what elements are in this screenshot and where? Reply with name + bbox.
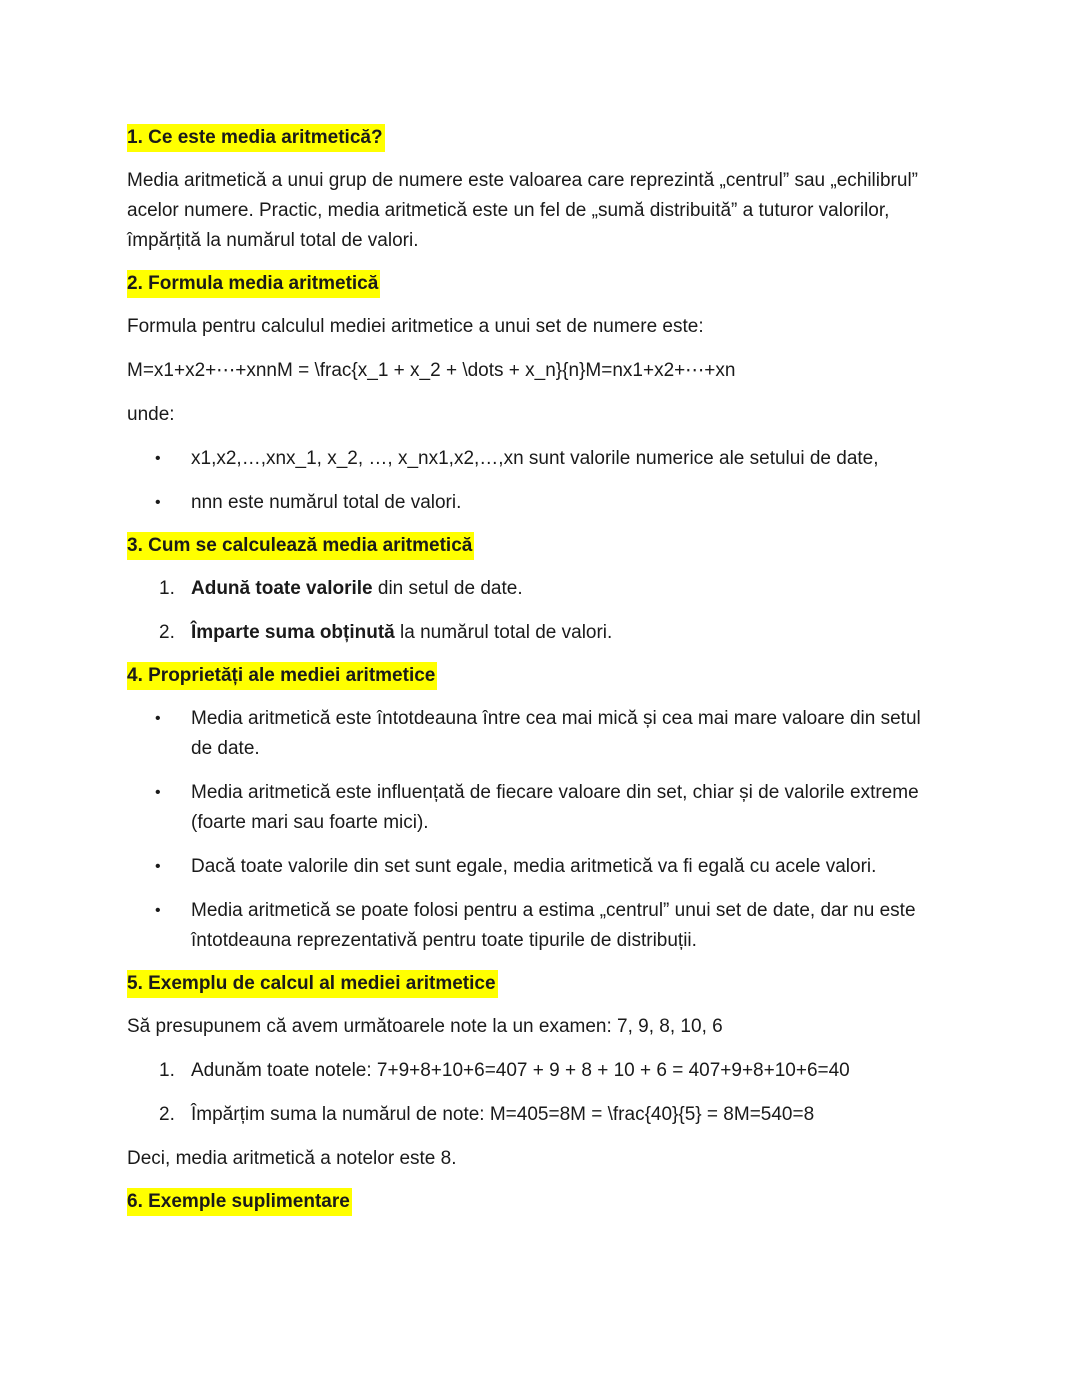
list-item-text: nnn este numărul total de valori. [191, 492, 462, 513]
section-1-heading: 1. Ce este media aritmetică? [127, 124, 385, 152]
bullet-icon: • [155, 858, 161, 875]
bullet-icon: • [155, 450, 161, 467]
section-1 [127, 124, 947, 152]
section-5-intro: Să presupunem că avem următoarele note la un examen: 7, 9, 8, 10, 6 [127, 1016, 723, 1037]
list-item [127, 1056, 947, 1086]
list-number: 1. [159, 578, 175, 599]
section-3 [127, 532, 947, 560]
list-item [127, 444, 947, 474]
calculation-steps-list [127, 574, 947, 648]
section-4-heading: 4. Proprietăți ale mediei aritmetice [127, 662, 437, 690]
step-text: Împărțim suma la numărul de note: M=405=8M = \frac{40}{5} = 8M=540=8 [191, 1104, 815, 1125]
step-bold-text: Împarte suma obținută [191, 622, 395, 643]
list-item [127, 852, 947, 882]
step-text: la numărul total de valori. [394, 622, 613, 643]
formula-definitions-list [127, 444, 947, 518]
where-label: unde: [127, 404, 175, 425]
section-1-text: Media aritmetică a unui grup de numere este valoarea care reprezintă „centrul” sau „echilibrul” acelor numere. Practic, media aritmetică este un fel de „sumă distribuită” a tuturor valorilor, împărțită la numărul total de valori. [127, 170, 918, 251]
bullet-icon: • [155, 494, 161, 511]
list-item-text: Dacă toate valorile din set sunt egale, media aritmetică va fi egală cu acele valori. [191, 856, 877, 877]
section-5-heading: 5. Exemplu de calcul al mediei aritmetice [127, 970, 498, 998]
list-item-text: Media aritmetică este influențată de fiecare valoare din set, chiar și de valorile extreme (foarte mari sau foarte mici). [191, 782, 919, 833]
document-page [127, 124, 947, 1230]
list-item [127, 1100, 947, 1130]
section-2 [127, 270, 947, 298]
list-number: 2. [159, 622, 175, 643]
section-3-heading: 3. Cum se calculează media aritmetică [127, 532, 474, 560]
example-steps-list [127, 1056, 947, 1130]
list-item-text: Media aritmetică este întotdeauna între cea mai mică și cea mai mare valoare din setul de date. [191, 708, 921, 759]
list-number: 2. [159, 1104, 175, 1125]
formula-text: M=x1+x2+⋯+xnnM = \frac{x_1 + x_2 + \dots + x_n}{n}M=nx1+x2+⋯+xn [127, 360, 736, 381]
list-number: 1. [159, 1060, 175, 1081]
bullet-icon: • [155, 784, 161, 801]
bullet-icon: • [155, 710, 161, 727]
list-item-text: x1,x2,…,xnx_1, x_2, …, x_nx1,x2,…,xn sunt valorile numerice ale setului de date, [191, 448, 879, 469]
section-4 [127, 662, 947, 690]
section-2-intro: Formula pentru calculul mediei aritmetice a unui set de numere este: [127, 316, 704, 337]
list-item [127, 704, 947, 764]
section-5 [127, 970, 947, 998]
list-item [127, 778, 947, 838]
step-text: Adunăm toate notele: 7+9+8+10+6=407 + 9 + 8 + 10 + 6 = 407+9+8+10+6=40 [191, 1060, 850, 1081]
list-item-text: Media aritmetică se poate folosi pentru a estima „centrul” unui set de date, dar nu este întotdeauna reprezentativă pentru toate tipurile de distribuții. [191, 900, 916, 951]
bullet-icon: • [155, 902, 161, 919]
properties-list [127, 704, 947, 956]
step-text: din setul de date. [372, 578, 523, 599]
list-item [127, 896, 947, 956]
step-bold-text: Adună toate valorile [191, 578, 373, 599]
section-5-conclusion: Deci, media aritmetică a notelor este 8. [127, 1148, 457, 1169]
section-6 [127, 1188, 947, 1216]
list-item [127, 488, 947, 518]
section-6-heading: 6. Exemple suplimentare [127, 1188, 352, 1216]
section-2-heading: 2. Formula media aritmetică [127, 270, 380, 298]
list-item [127, 574, 947, 604]
list-item [127, 618, 947, 648]
